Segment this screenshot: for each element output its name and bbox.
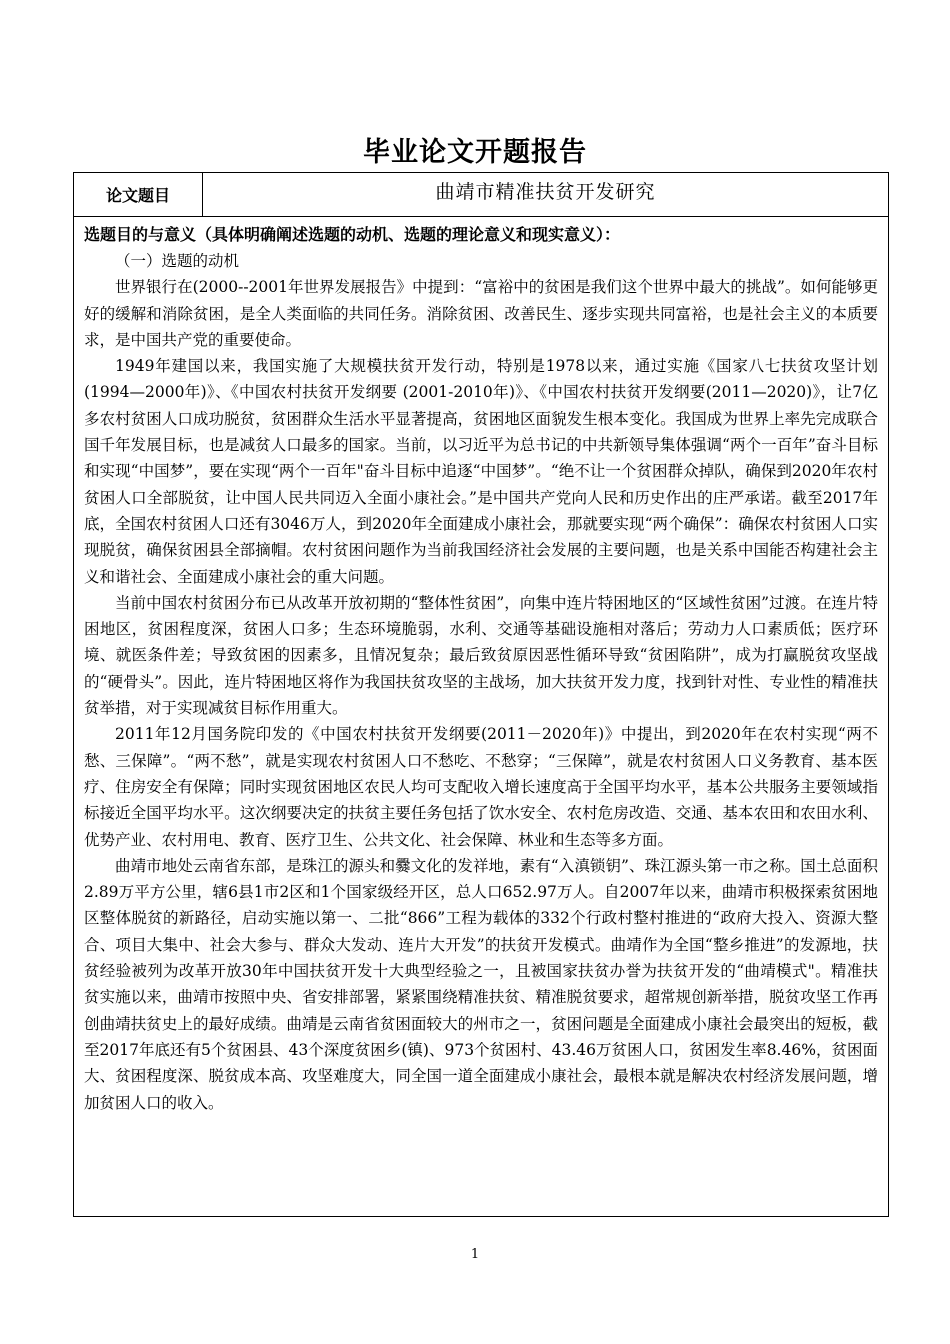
report-table	[73, 172, 889, 1217]
paragraph-5: 曲靖市地处云南省东部，是珠江的源头和爨文化的发祥地，素有“入滇锁钥”、珠江源头第一市之称。国土总面积2.89万平方公里，辖6县1市2区和1个国家级经开区，总人口652.97万人。自2007年以来，曲靖市积极探索贫困地区整体脱贫的新路径，启动实施以第一、二批“866”工程为载体的332个行政村整村推进的“政府大投入、资源大整合、项目大集中、社会大参与、群众大发动、连片大开发”的扶贫开发模式。曲靖作为全国“整乡推进”的发源地，扶贫经验被列为改革开放30年中国扶贫开发十大典型经验之一，且被国家扶贫办誉为扶贫开发的“曲靖模式"。精准扶贫实施以来，曲靖市按照中央、省安排部署，紧紧围绕精准扶贫、精准脱贫要求，超常规创新举措，脱贫攻坚工作再创曲靖扶贫史上的最好成绩。曲靖是云南省贫困面较大的州市之一，贫困问题是全面建成小康社会最突出的短板，截至2017年底还有5个贫困县、43个深度贫困乡(镇)、973个贫困村、43.46万贫困人口，贫困发生率8.46%，贫困面大、贫困程度深、脱贫成本高、攻坚难度大，同全国一道全面建成小康社会，最根本就是解决农村经济发展问题，增加贫困人口的收入。	[84, 856, 878, 1112]
page-number: 1	[470, 1247, 480, 1262]
sub-heading: （一）选题的动机	[115, 252, 240, 270]
topic-label: 论文题目	[74, 173, 203, 216]
paragraph-1: 世界银行在(2000--2001年世界发展报告》中提到：“富裕中的贫困是我们这个世界中最大的挑战”。如何能够更好的缓解和消除贫困，是全人类面临的共同任务。消除贫困、改善民生、逐步实现共同富裕，也是社会主义的本质要求，是中国共产党的重要使命。	[84, 278, 879, 349]
paragraph-2: 1949年建国以来，我国实施了大规模扶贫开发行动，特别是1978以来，通过实施《国家八七扶贫攻坚计划(1994—2000年)》、《中国农村扶贫开发纲要 (2001-2010年)》、《中国农村扶贫开发纲要(2011—2020)》，让7亿多农村贫困人口成功脱贫，贫困群众生活水平显著提高，贫困地区面貌发生根本变化。我国成为世界上率先完成联合国千年发展目标，也是减贫人口最多的国家。当前，以习近平为总书记的中共新领导集体强调“两个一百年”奋斗目标和实现“中国梦”，要在实现“两个一百年"奋斗目标中追逐“中国梦”。“绝不让一个贫困群众掉队，确保到2020年农村贫困人口全部脱贫，让中国人民共同迈入全面小康社会。”是中国共产党向人民和历史作出的庄严承诺。截至2017年底，全国农村贫困人口还有3046万人，到2020年全面建成小康社会，那就要实现“两个确保”：确保农村贫困人口实现脱贫，确保贫困县全部摘帽。农村贫困问题作为当前我国经济社会发展的主要问题，也是关系中国能否构建社会主义和谐社会、全面建成小康社会的重大问题。	[84, 357, 878, 586]
topic-value: 曲靖市精准扶贫开发研究	[435, 181, 656, 203]
section-heading: 选题目的与意义（具体明确阐述选题的动机、选题的理论意义和现实意义）：	[84, 225, 621, 244]
paragraph-3: 当前中国农村贫困分布已从改革开放初期的“整体性贫困”，向集中连片特困地区的“区域性贫困”过渡。在连片特困地区，贫困程度深，贫困人口多；生态环境脆弱，水利、交通等基础设施相对落后；劳动力人口素质低；医疗环境、就医条件差；导致贫困的因素多，且情况复杂；最后致贫原因恶性循环导致“贫困陷阱”，成为打赢脱贫攻坚战的“硬骨头”。因此，连片特困地区将作为我国扶贫攻坚的主战场，加大扶贫开发力度，找到针对性、专业性的精准扶贫举措，对于实现减贫目标作用重大。	[84, 593, 878, 718]
page-title: 毕业论文开题报告	[363, 137, 587, 168]
topic-row	[74, 173, 888, 217]
purpose-section	[74, 217, 888, 1116]
paragraph-4: 2011年12月国务院印发的《中国农村扶贫开发纲要(2011－2020年)》中提出，到2020年在农村实现“两不愁、三保障”。“两不愁”，就是实现农村贫困人口不愁吃、不愁穿；“三保障”，就是农村贫困人口义务教育、基本医疗、住房安全有保障；同时实现贫困地区农民人均可支配收入增长速度高于全国平均水平，基本公共服务主要领域指标接近全国平均水平。这次纲要决定的扶贫主要任务包括了饮水安全、农村危房改造、交通、基本农田和农田水利、优势产业、农村用电、教育、医疗卫生、公共文化、社会保障、林业和生态等多方面。	[84, 725, 878, 849]
